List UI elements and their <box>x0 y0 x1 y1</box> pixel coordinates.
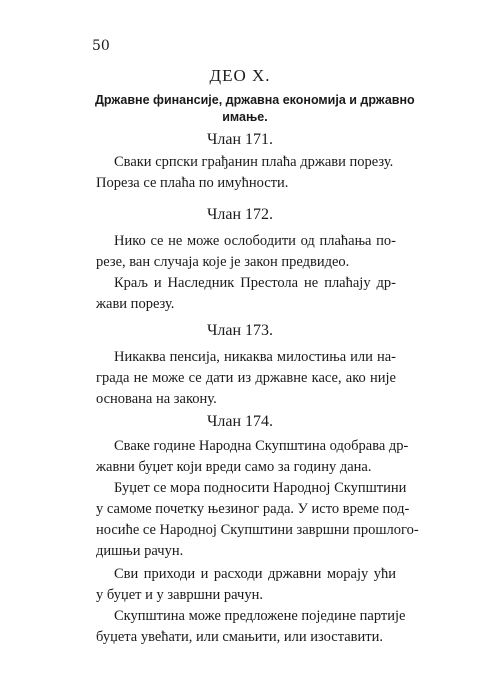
part-subtitle-line: имање. <box>222 110 268 124</box>
text-line: Краљ и Наследник Престола не плаћају др- <box>114 275 396 291</box>
article-174-paragraph-4 <box>96 606 406 648</box>
text-line: Буџет се мора подносити Народној Скупштини <box>114 480 407 496</box>
text-line: Пореза се плаћа по имућности. <box>96 175 289 191</box>
text-line: резе, ван случаја које је закон предвидео. <box>96 254 350 270</box>
article-172-paragraph-1 <box>96 231 396 273</box>
text-line: основана на закону. <box>96 391 217 407</box>
article-heading-172: Члан 172. <box>206 206 274 223</box>
text-line: Скупштина може предложене поједине партије <box>114 608 406 624</box>
article-174-paragraph-2 <box>96 478 419 562</box>
text-line: града не може се дати из државне касе, ако није <box>96 370 396 386</box>
text-line: жавни буџет који вреди само за годину дана. <box>96 459 372 475</box>
article-172-paragraph-2 <box>96 273 396 315</box>
page-number: 50 <box>92 38 110 54</box>
part-subtitle <box>95 92 415 126</box>
text-line: у самоме почетку њезиног рада. У исто време под- <box>96 501 410 517</box>
article-174-paragraph-1 <box>96 436 409 478</box>
text-line: дишњи рачун. <box>96 543 184 559</box>
text-line: Сви приходи и расходи државни морају ући <box>114 566 396 582</box>
text-line: жави порезу. <box>96 296 175 312</box>
text-line: буџета увећати, или смањити, или изоставити. <box>96 629 383 645</box>
article-heading-171: Члан 171. <box>206 131 274 148</box>
text-line: Никаква пенсија, никаква милостиња или на- <box>114 349 396 365</box>
article-heading-174: Члан 174. <box>206 413 274 430</box>
text-line: у буџет и у завршни рачун. <box>96 587 263 603</box>
part-title: ДЕО X. <box>209 66 271 85</box>
article-173-paragraph-1 <box>96 347 396 410</box>
text-line: Сваки српски грађанин плаћа држави порезу. <box>114 154 394 170</box>
article-174-paragraph-3 <box>96 564 396 606</box>
text-line: Сваке године Народна Скупштина одобрава др- <box>114 438 409 454</box>
article-171-paragraph-2 <box>96 173 396 194</box>
part-subtitle-line: Државне финансије, државна економија и државно <box>95 93 415 107</box>
text-line: Нико се не може ослободити од плаћања по- <box>114 233 396 249</box>
text-line: носиће се Народној Скупштини завршни прошлого- <box>96 522 419 538</box>
article-heading-173: Члан 173. <box>206 322 274 339</box>
article-171-paragraph-1 <box>96 152 396 173</box>
